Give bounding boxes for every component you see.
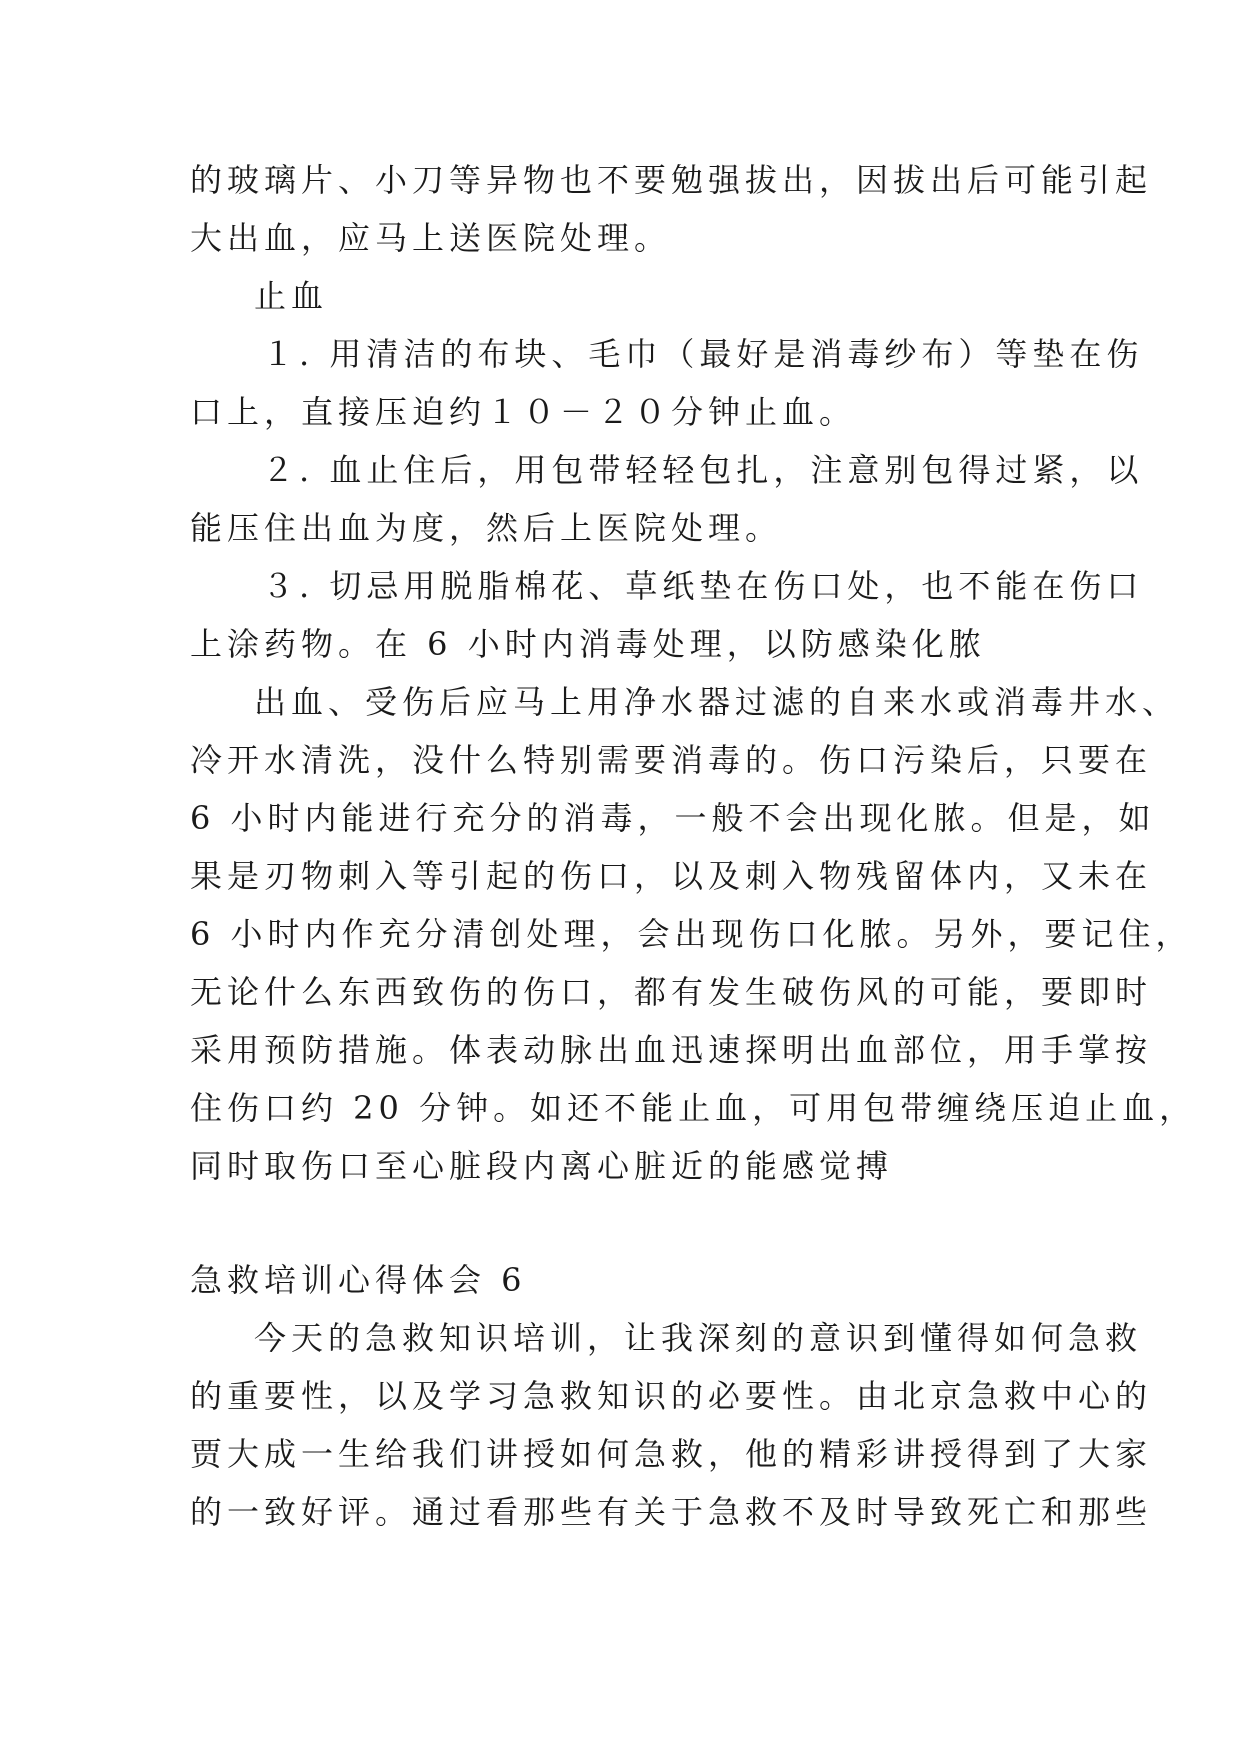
body-text-line: 能压住出血为度，然后上医院处理。 xyxy=(190,509,783,547)
body-text-line: 上涂药物。在 6 小时内消毒处理，以防感染化脓 xyxy=(190,625,986,663)
body-text-line: 冷开水清洗，没什么特别需要消毒的。伤口污染后，只要在 xyxy=(190,741,1153,779)
body-text-line: 6 小时内能进行充分的消毒，一般不会出现化脓。但是，如 xyxy=(190,799,1156,837)
body-text-line: 口上，直接压迫约１０－２０分钟止血。 xyxy=(190,393,857,431)
body-text-line: 的玻璃片、小刀等异物也不要勉强拔出，因拔出后可能引起 xyxy=(190,161,1153,199)
numbered-item-line: ２. 血止住后，用包带轻轻包扎，注意别包得过紧，以 xyxy=(262,451,1144,489)
body-text-line: 贾大成一生给我们讲授如何急救，他的精彩讲授得到了大家 xyxy=(190,1435,1153,1473)
body-text-line: 采用预防措施。体表动脉出血迅速探明出血部位，用手掌按 xyxy=(190,1031,1153,1069)
body-text-line: 无论什么东西致伤的伤口，都有发生破伤风的可能，要即时 xyxy=(190,973,1153,1011)
section-title: 急救培训心得体会 6 xyxy=(190,1261,527,1299)
body-text-line: 住伤口约 20 分钟。如还不能止血，可用包带缠绕压迫止血， xyxy=(190,1089,1197,1127)
body-text-line: 大出血，应马上送医院处理。 xyxy=(190,219,672,257)
body-text-line: 6 小时内作充分清创处理，会出现伤口化脓。另外，要记住， xyxy=(190,915,1193,953)
paragraph-start-line: 出血、受伤后应马上用净水器过滤的自来水或消毒井水、 xyxy=(254,683,1180,721)
body-text-line: 同时取伤口至心脏段内离心脏近的能感觉搏 xyxy=(190,1147,894,1185)
body-text-line: 果是刃物刺入等引起的伤口，以及刺入物残留体内，又未在 xyxy=(190,857,1153,895)
section-heading: 止血 xyxy=(254,277,329,315)
numbered-item-line: ３. 切忌用脱脂棉花、草纸垫在伤口处，也不能在伤口 xyxy=(262,567,1144,605)
body-text-line: 的一致好评。通过看那些有关于急救不及时导致死亡和那些 xyxy=(190,1493,1153,1531)
numbered-item-line: １. 用清洁的布块、毛巾（最好是消毒纱布）等垫在伤 xyxy=(262,335,1144,373)
paragraph-start-line: 今天的急救知识培训，让我深刻的意识到懂得如何急救 xyxy=(254,1319,1143,1357)
body-text-line: 的重要性，以及学习急救知识的必要性。由北京急救中心的 xyxy=(190,1377,1153,1415)
